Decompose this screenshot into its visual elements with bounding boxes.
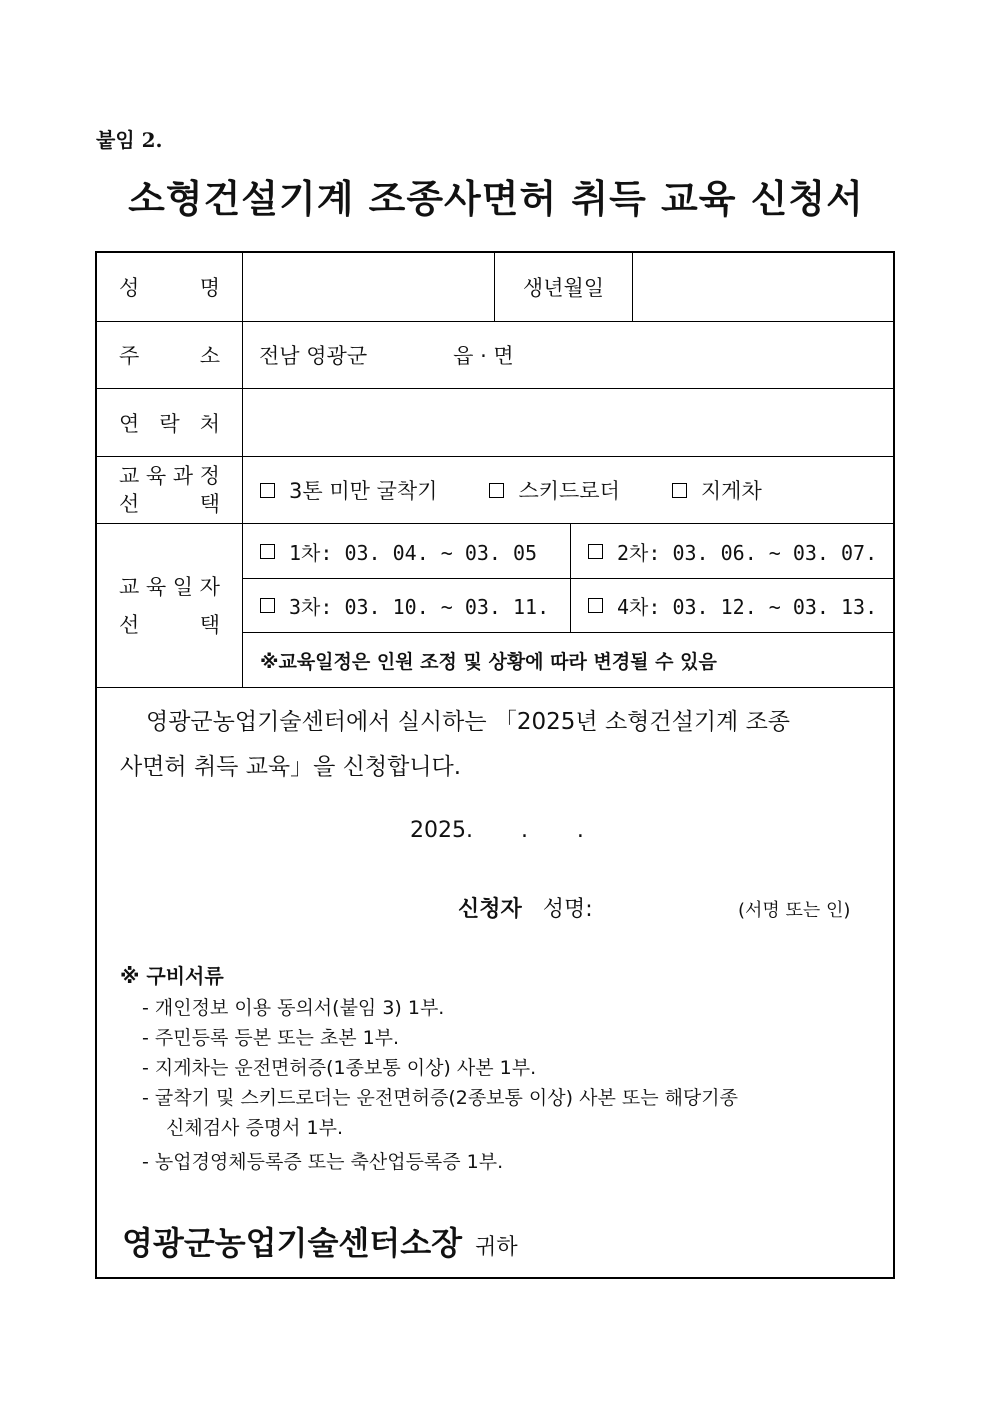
- course-option-forklift[interactable]: 지게차: [672, 475, 762, 505]
- birth-field[interactable]: [633, 253, 893, 321]
- contact-label: 연 락 처: [119, 411, 220, 436]
- date-option-3[interactable]: 3차: 03. 10. ~ 03. 11.: [260, 579, 565, 632]
- application-date: 2025. . .: [410, 818, 584, 843]
- checkbox[interactable]: [489, 483, 504, 498]
- birth-label: 생년월일: [522, 276, 605, 300]
- address-suffix: 읍 · 면: [453, 344, 514, 368]
- address-prefix: 전남 영광군: [259, 344, 368, 368]
- checkbox[interactable]: [260, 483, 275, 498]
- checkbox[interactable]: [672, 483, 687, 498]
- sign-hint: (서명 또는 인): [738, 900, 851, 921]
- document-item: - 주민등록 등본 또는 초본 1부.: [142, 1027, 400, 1049]
- document-item: - 농업경영체등록증 또는 축산업등록증 1부.: [142, 1151, 504, 1173]
- addressee-line: [122, 1218, 518, 1264]
- attachment-label: 붙임 2.: [96, 128, 163, 152]
- addressee: 영광군농업기술센터소장: [122, 1224, 463, 1262]
- documents-heading: ※ 구비서류: [120, 964, 224, 988]
- course-option-skid-loader[interactable]: 스키드로더: [489, 475, 619, 505]
- request-line-2: 사면허 취득 교육」을 신청합니다.: [120, 754, 462, 780]
- contact-field[interactable]: [243, 389, 893, 456]
- checkbox[interactable]: [588, 544, 603, 559]
- addressee-suffix: 귀하: [475, 1235, 518, 1260]
- address-field[interactable]: [259, 322, 879, 388]
- document-item: 신체검사 증명서 1부.: [166, 1117, 344, 1139]
- course-option-excavator[interactable]: 3톤 미만 굴착기: [260, 475, 437, 505]
- date-option-1[interactable]: 1차: 03. 04. ~ 03. 05: [260, 524, 565, 578]
- applicant-line: [458, 892, 593, 923]
- page-title: 소형건설기계 조종사면허 취득 교육 신청서: [128, 177, 864, 221]
- document-item: - 굴착기 및 스키드로더는 운전면허증(2종보통 이상) 사본 또는 해당기종: [142, 1087, 738, 1109]
- course-label: 교 육 과 정 선 택: [119, 464, 220, 516]
- document-item: - 지게차는 운전면허증(1종보통 이상) 사본 1부.: [142, 1057, 537, 1079]
- request-line-1: 영광군농업기술센터에서 실시하는 「2025년 소형건설기계 조종: [146, 709, 791, 735]
- date-option-2[interactable]: 2차: 03. 06. ~ 03. 07.: [588, 524, 888, 578]
- date-label: 교 육 일 자 선 택: [119, 574, 220, 637]
- checkbox[interactable]: [260, 544, 275, 559]
- address-label: 주 소: [119, 344, 220, 368]
- applicant-label: 신청자: [458, 897, 522, 922]
- date-note: ※교육일정은 인원 조정 및 상황에 따라 변경될 수 있음: [260, 650, 717, 673]
- applicant-name-label: 성명:: [542, 897, 593, 922]
- date-option-4[interactable]: 4차: 03. 12. ~ 03. 13.: [588, 579, 888, 632]
- document-item: - 개인정보 이용 동의서(붙임 3) 1부.: [142, 997, 445, 1019]
- name-label: 성 명: [119, 276, 220, 300]
- checkbox[interactable]: [260, 598, 275, 613]
- name-field[interactable]: [243, 253, 493, 321]
- course-options: [260, 457, 880, 523]
- checkbox[interactable]: [588, 598, 603, 613]
